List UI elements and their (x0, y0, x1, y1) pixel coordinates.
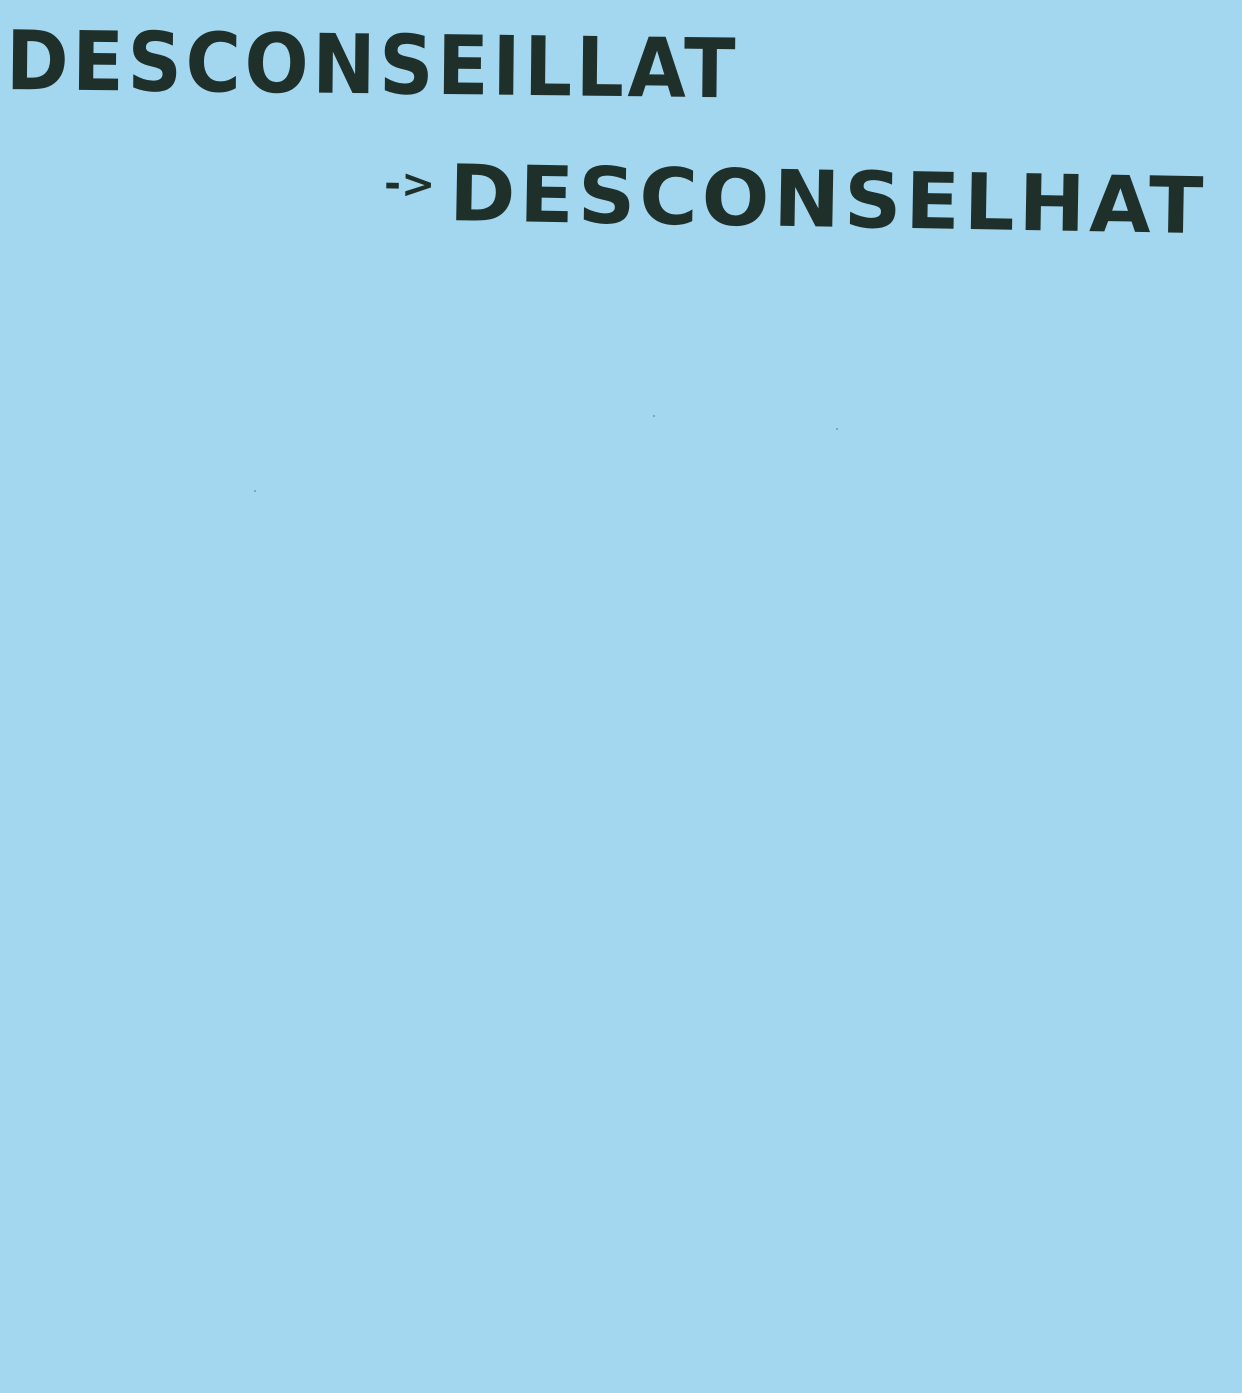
paper-speck (836, 428, 838, 430)
handwritten-word-original: DESCONSEILLAT (5, 14, 740, 118)
handwritten-word-corrected: DESCONSELHAT (448, 149, 1208, 253)
arrow-icon: -> (383, 161, 436, 208)
paper-speck (254, 490, 256, 492)
handwritten-correction-line (383, 148, 1208, 252)
paper-speck (653, 415, 655, 417)
